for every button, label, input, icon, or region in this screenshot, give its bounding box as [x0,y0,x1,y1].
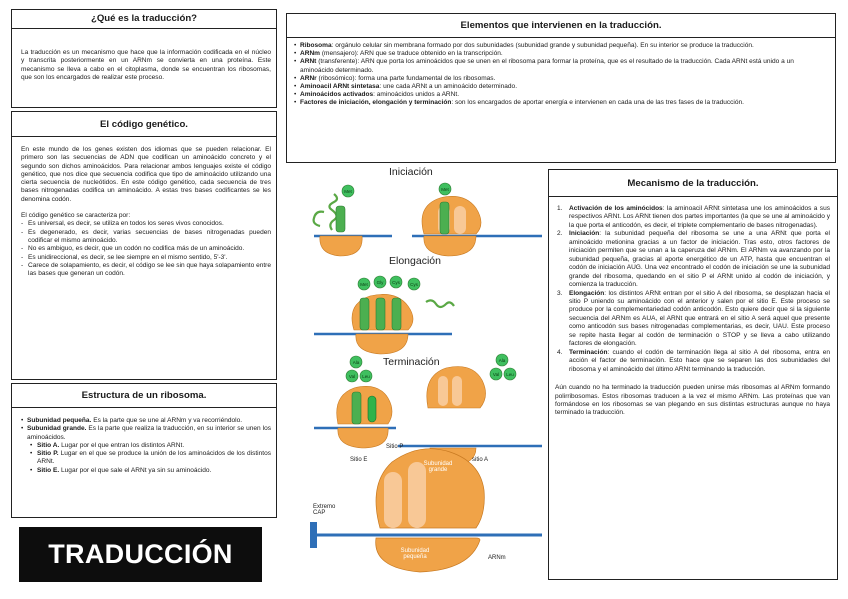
ribosome-structure-title: Estructura de un ribosoma. [81,390,207,401]
features-title: El código genético se caracteriza por: [21,212,131,220]
feature-item: - Es universal, es decir, se utiliza en todos los seres vivos conocidos. [21,220,271,228]
large-subunit [337,386,392,424]
aa-met-label: Met [441,187,449,192]
traduccion-banner: TRADUCCIÓN [19,527,262,582]
trna-squiggle [426,300,454,307]
aa-val-label: Val [348,374,356,379]
element-item: • ARNt (transferente): ARN que porta los aminoácidos que se unen en el ribosoma para formar la proteína, que es el resultado de la traducción. Cada ARNt está unido a un aminoácido determinado. [294,58,827,74]
large-subunit-label: Subunidad grande [423,461,453,473]
subunit-item: • Subunidad pequeña. Es la parte que se une al ARNm y va recorriéndolo. [21,417,271,425]
translation-text: La traducción es un mecanismo que hace que la información codificada en el núcleo y transcrita posteriormente en un ARNm se convierta en una proteína. Este mecanismo se lleva a cabo en el citoplasma, donde se encuentran los ribosomas, que son los encargados de realizar este proceso. [21,49,271,81]
trna-squiggle [314,212,324,226]
stage-initiation-label: Iniciación [389,166,433,178]
cap-end-label: Extremo CAP [313,504,336,516]
aa-met-label: Met [360,282,368,287]
aa-leu-label: Leu [362,374,370,379]
site-list [27,442,271,475]
translation-diagram [280,172,550,592]
translation-title: ¿Qué es la traducción? [90,13,198,24]
release-factor [368,396,376,422]
feature-item: - Carece de solapamiento, es decir, el código se lee sin que haya solapamiento entre las bases que generan un codón. [21,262,271,279]
element-item: • ARNm (mensajero): ARN que se traduce obtenido en la transcripción. [294,50,827,58]
mechanism-title: Mecanismo de la traducción. [627,178,759,189]
genetic-code-box [11,111,277,380]
aa-ala-label: Ala [498,358,506,363]
site-a-label: sitio A [472,457,489,463]
mrna-label: ARNm [488,555,506,561]
trna-body [360,298,369,330]
small-subunit [424,236,476,256]
stage-elongation-label: Elongación [389,255,441,267]
genetic-code-intro: En este mundo de los genes existen dos idiomas que se pueden relacionar. El primero son las secuencias de ADN que codifican un aminoácido concreto y el segundo son dichos aminoácidos. Para relacionar ambos lenguajes existe el código genético, que nos dice que secuencia codifica que tipo de aminoácido utilizando una cierta secuencia de nucleótidos. En este código genético, cada secuencia de tres bases nitrogenadas codifica un aminoácido. A estas tres bases codificantes se les denomina codón. [21,146,271,203]
small-subunit [320,236,362,256]
aa-val-label: Val [492,372,500,377]
mechanism-outro: Aún cuando no ha terminado la traducción pueden unirse más ribosomas al ARNm formando polirribosomas. Estos ribosomas traducen a la vez el mismo ARNm. Las proteínas que van formándose en los ribosomas se van plegando en sus distintas estructuras aunque no haya terminado la traducción. [555,384,830,417]
step-item: 4. Terminación: cuando el codón de terminación llega al sitio A del ribosoma, entra en acción el factor de terminación. Esto hace que se separen las dos subunidades del ribosoma y el aminoácido del último ARNt terminando la traducción. [557,348,830,373]
element-item: • Aminoácidos activados: aminoácidos unidos a ARNt. [294,91,827,99]
site-item: • Sitio E. Lugar por el que sale el ARNt ya sin su aminoácido. [27,467,271,475]
step-item: 3. Elongación: los distintos ARNt entran por el sitio A del ribosoma, se desplazan hacia el sitio P uniendo su aminoácido con el anterior y salen por el sitio E. Este proceso se produce por la complementariedad codón anticodón. Esto quiere decir que si la siguiente secuencia del ARNm es AUA, el ARNt que entrará en el sitio A será aquel que presente como anticodón sus bases nitrogenadas complementarias, es decir, UAU. Este proceso se repite hasta llegar al codón de terminación o STOP y se lleva a cabo utilizando factores de elongación. [557,289,830,348]
elements-title: Elementos que intervienen en la traducción. [460,20,662,31]
element-item: • Ribosoma: orgánulo celular sin membrana formado por dos subunidades (subunidad grande y subunidad pequeña). En su interior se produce la traducción. [294,42,827,50]
element-item: • ARNr (ribosómico): forma una parte fundamental de los ribosomas. [294,75,827,83]
aa-leu-label: Leu [506,372,514,377]
feature-item: - No es ambiguo, es decir, que un codón no codifica más de un aminoácido. [21,245,271,253]
element-item: • Factores de iniciación, elongación y terminación: son los encargados de aportar energía e intervienen en cada una de las tres fases de la traducción. [294,99,827,107]
site-e-slot [384,472,402,528]
feature-item: - Es degenerado, es decir, varias secuencias de bases nitrogenadas pueden codificar el mismo aminoácido. [21,229,271,246]
stage-termination-label: Terminación [383,356,440,368]
genetic-code-title: El código genético. [100,119,188,130]
translation-box [11,9,277,108]
trna-body [392,298,401,330]
aa-cys-label: Cys [410,282,418,287]
trna-body [336,206,345,232]
step-item: 1. Activación de los aminócidos: la aminoacil ARNt sintetasa une los aminoácidos a sus respectivos ARNt. Los ARNt tienen dos partes importantes (la que se une al aminoácido y la que porta el anticodón, es decir, el triplete complementario de bases nitrogenadas). [557,205,830,229]
site-item: • Sitio A. Lugar por el que entran los distintos ARNt. [27,442,271,450]
trna-body [352,392,361,424]
site-p-label: Sitio P [386,444,404,450]
mechanism-box [548,169,838,580]
elements-box [286,13,836,163]
small-subunit [356,334,408,354]
small-subunit-label: Subunidad pequeña [400,548,430,560]
subunit-item: • Subunidad grande. Es la parte que realiza la traducción, en su interior se unen los aminoácidos. • Sitio A. Lugar por el que entran los distintos ARNt. • Sitio P. Lugar en el que se produce la unión de los aminoácidos de los distintos ARNt. • Sitio E. Lugar por el que sale el ARNt ya sin su aminoácido. [21,425,271,475]
large-subunit [422,196,481,234]
trna-body [376,298,385,330]
step-item: 2. Iniciación: la subunidad pequeña del ribosoma se une a una ARNt que porta el aminoácido metionina gracias a un factor de iniciación. Tras esto, otros factores de iniciación permiten que se unan a la caperuza del ARNm. El ARNm va avanzando por la subunidad pequeña, gracias al aporte energético de un ATP, hasta que encuentran el codón de iniciación AUG. Una vez encontrado el codón de iniciación se une la subunidad grande del ribosoma, quedando en el sitio P el ARNt unido al codón de iniciación, y comienza la traducción. [557,230,830,289]
ribosome-structure-box [11,383,277,518]
element-item: • Aminoacil ARNt sintetasa: une cada ARNt a un aminoácido determinado. [294,83,827,91]
aa-met-label: Met [344,189,352,194]
aa-gly-label: Gly [376,280,384,285]
site-slot [454,206,466,234]
site-slot [438,376,448,406]
aa-cys-label: Cys [392,280,400,285]
site-e-label: Sitio E [350,457,368,463]
subunit-list [21,417,271,475]
small-subunit [338,428,388,448]
trna-body [440,202,449,234]
features-list [21,220,271,278]
site-item: • Sitio P. Lugar en el que se produce la unión de los aminoácidos de los distintos ARNt. [27,450,271,467]
elements-list [294,42,827,108]
feature-item: - Es unidireccional, es decir, se lee siempre en el mismo sentido, 5'-3'. [21,254,271,262]
mechanism-steps [555,205,830,374]
site-slot [452,376,462,406]
aa-ala-label: Ala [352,360,360,365]
